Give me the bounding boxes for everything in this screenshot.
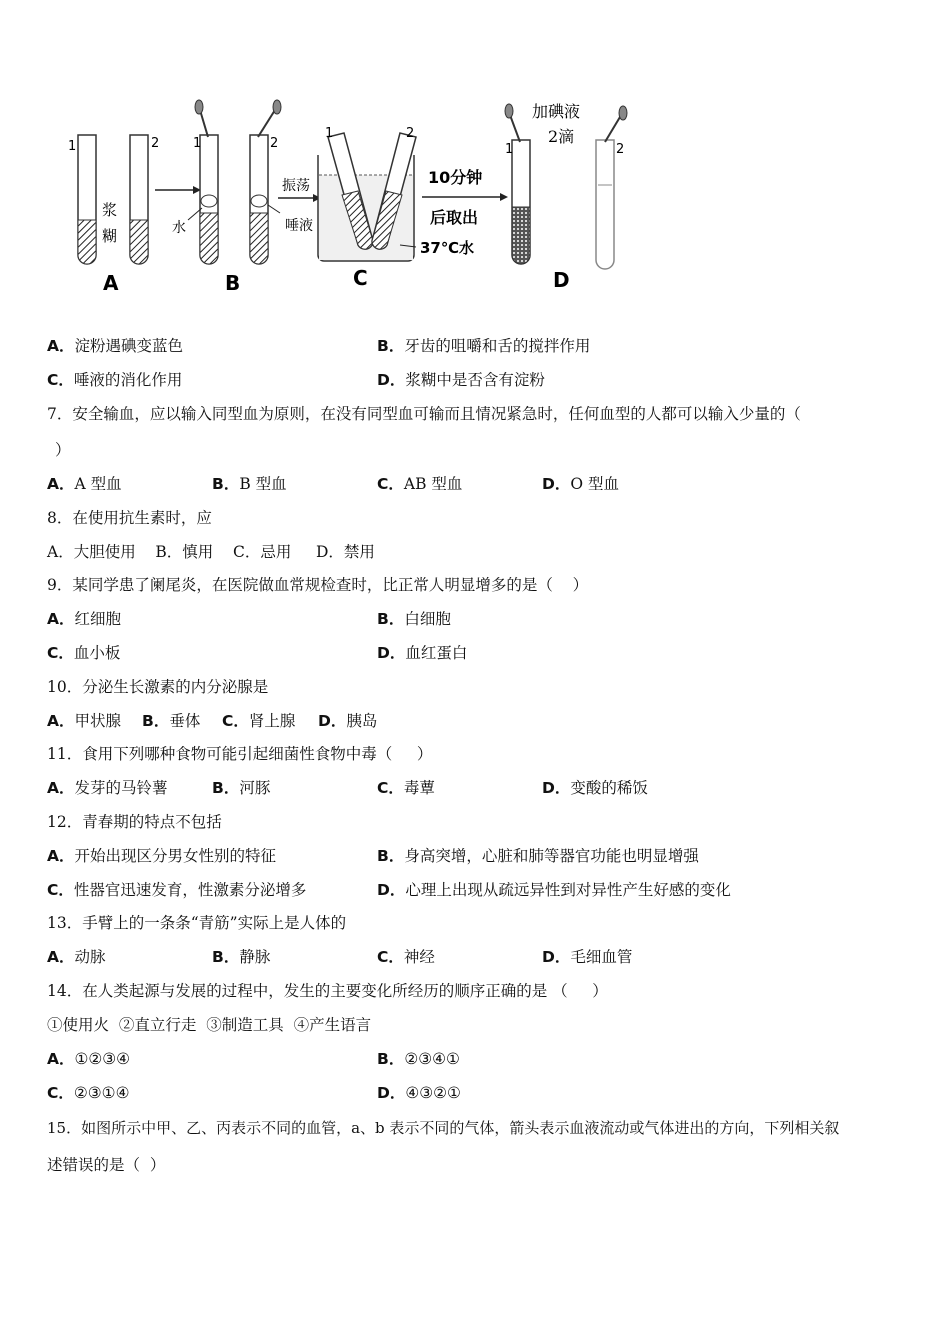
- q6-option-d[interactable]: D．浆糊中是否含有淀粉: [377, 371, 545, 389]
- q9-stem: 9．某同学患了阑尾炎，在医院做血常规检查时，比正常人明显增多的是（ ）: [47, 576, 589, 594]
- dropper-icon: [195, 100, 203, 114]
- q15-stem-line2: 述错误的是（ ）: [47, 1156, 166, 1174]
- q13-option-d[interactable]: D．毛细血管: [542, 948, 633, 966]
- tube-2-label: 2: [270, 136, 279, 151]
- q10-option-a[interactable]: A．甲状腺: [47, 712, 122, 730]
- dropper-icon: [505, 104, 513, 118]
- tube-2-label: 2: [406, 126, 415, 141]
- panel-d-label: D: [553, 268, 570, 292]
- q14-stem: 14．在人类起源与发展的过程中，发生的主要变化所经历的顺序正确的是 （ ）: [47, 982, 608, 1000]
- q8-stem: 8．在使用抗生素时，应: [47, 509, 212, 527]
- take-out-label: 后取出: [430, 208, 479, 227]
- q13-stem: 13．手臂上的一条条“青筋”实际上是人体的: [47, 914, 347, 932]
- q6-option-b[interactable]: B．牙齿的咀嚼和舌的搅拌作用: [377, 337, 591, 355]
- panel-a-tubes: [68, 135, 159, 295]
- experiment-figure: [60, 95, 660, 300]
- arrow-head-icon: [500, 193, 508, 201]
- water-37-label: 37℃水: [420, 239, 475, 257]
- q12-stem: 12．青春期的特点不包括: [47, 813, 222, 831]
- water-label: 水: [172, 220, 186, 236]
- q13-option-b[interactable]: B．静脉: [212, 948, 271, 966]
- q11-option-c[interactable]: C．毒蕈: [377, 779, 435, 797]
- q14-option-c[interactable]: C．②③①④: [47, 1084, 130, 1102]
- q12-option-b[interactable]: B．身高突增，心脏和肺等器官功能也明显增强: [377, 847, 699, 865]
- panel-d-tubes: [505, 102, 627, 292]
- panel-c-label: C: [353, 266, 368, 290]
- starch-label-bottom: 糊: [102, 227, 118, 245]
- q7-option-d[interactable]: D．O 型血: [542, 475, 620, 493]
- tube-1-label: 1: [193, 136, 202, 151]
- q8-options[interactable]: A．大胆使用 B．慎用 C．忌用 D．禁用: [47, 543, 375, 561]
- panel-b-tubes: [172, 100, 281, 295]
- q7-option-c[interactable]: C．AB 型血: [377, 475, 463, 493]
- q11-option-d[interactable]: D．变酸的稀饭: [542, 779, 648, 797]
- q9-option-a[interactable]: A．红细胞: [47, 610, 122, 628]
- q14-option-a[interactable]: A．①②③④: [47, 1050, 131, 1068]
- q6-option-a[interactable]: A．淀粉遇碘变蓝色: [47, 337, 184, 355]
- q11-option-b[interactable]: B．河豚: [212, 779, 271, 797]
- q13-option-a[interactable]: A．动脉: [47, 948, 106, 966]
- q14-option-b[interactable]: B．②③④①: [377, 1050, 460, 1068]
- q6-option-c[interactable]: C．唾液的消化作用: [47, 371, 183, 389]
- q7-stem: 7．安全输血，应以输入同型血为原则，在没有同型血可输而且情况紧急时，任何血型的人都可以输入少量的（: [47, 405, 801, 423]
- panel-c-beaker: [318, 126, 416, 290]
- dropper-icon: [619, 106, 627, 120]
- q15-stem: 15．如图所示中甲、乙、丙表示不同的血管，a、b 表示不同的气体，箭头表示血液流动或气体进出的方向，下列相关叙: [47, 1119, 840, 1137]
- q9-option-b[interactable]: B．白细胞: [377, 610, 451, 628]
- tube-1-label: 1: [68, 139, 77, 154]
- tube-1-label: 1: [325, 126, 334, 141]
- q7-option-a[interactable]: A．A 型血: [47, 475, 122, 493]
- q10-stem: 10．分泌生长激素的内分泌腺是: [47, 678, 269, 696]
- tube-2-label: 2: [616, 142, 625, 157]
- tube-1-label: 1: [505, 142, 514, 157]
- drops-label: 2滴: [548, 127, 575, 146]
- iodine-label: 加碘液: [532, 102, 581, 121]
- q10-option-d[interactable]: D．胰岛: [318, 712, 378, 730]
- saliva-label: 唾液: [285, 218, 313, 234]
- panel-b-label: B: [225, 271, 241, 295]
- shake-label: 振荡: [282, 178, 310, 194]
- q12-option-d[interactable]: D．心理上出现从疏远异性到对异性产生好感的变化: [377, 881, 731, 899]
- q11-stem: 11．食用下列哪种食物可能引起细菌性食物中毒（ ）: [47, 745, 433, 763]
- q10-option-b[interactable]: B．垂体: [142, 712, 201, 730]
- q7-option-b[interactable]: B．B 型血: [212, 475, 287, 493]
- tube-2-label: 2: [151, 136, 160, 151]
- q14-option-d[interactable]: D．④③②①: [377, 1084, 461, 1102]
- q14-items: ①使用火 ②直立行走 ③制造工具 ④产生语言: [47, 1016, 372, 1034]
- q7-stem-end: ）: [55, 441, 71, 459]
- q13-option-c[interactable]: C．神经: [377, 948, 435, 966]
- q12-option-a[interactable]: A．开始出现区分男女性别的特征: [47, 847, 277, 865]
- ten-min-label: 10分钟: [428, 168, 483, 187]
- panel-a-label: A: [103, 271, 119, 295]
- dropper-icon: [273, 100, 281, 114]
- q9-option-c[interactable]: C．血小板: [47, 644, 121, 662]
- q9-option-d[interactable]: D．血红蛋白: [377, 644, 468, 662]
- q12-option-c[interactable]: C．性器官迅速发育，性激素分泌增多: [47, 881, 307, 899]
- q10-option-c[interactable]: C．肾上腺: [222, 712, 296, 730]
- starch-label-top: 浆: [102, 201, 118, 219]
- q11-option-a[interactable]: A．发芽的马铃薯: [47, 779, 168, 797]
